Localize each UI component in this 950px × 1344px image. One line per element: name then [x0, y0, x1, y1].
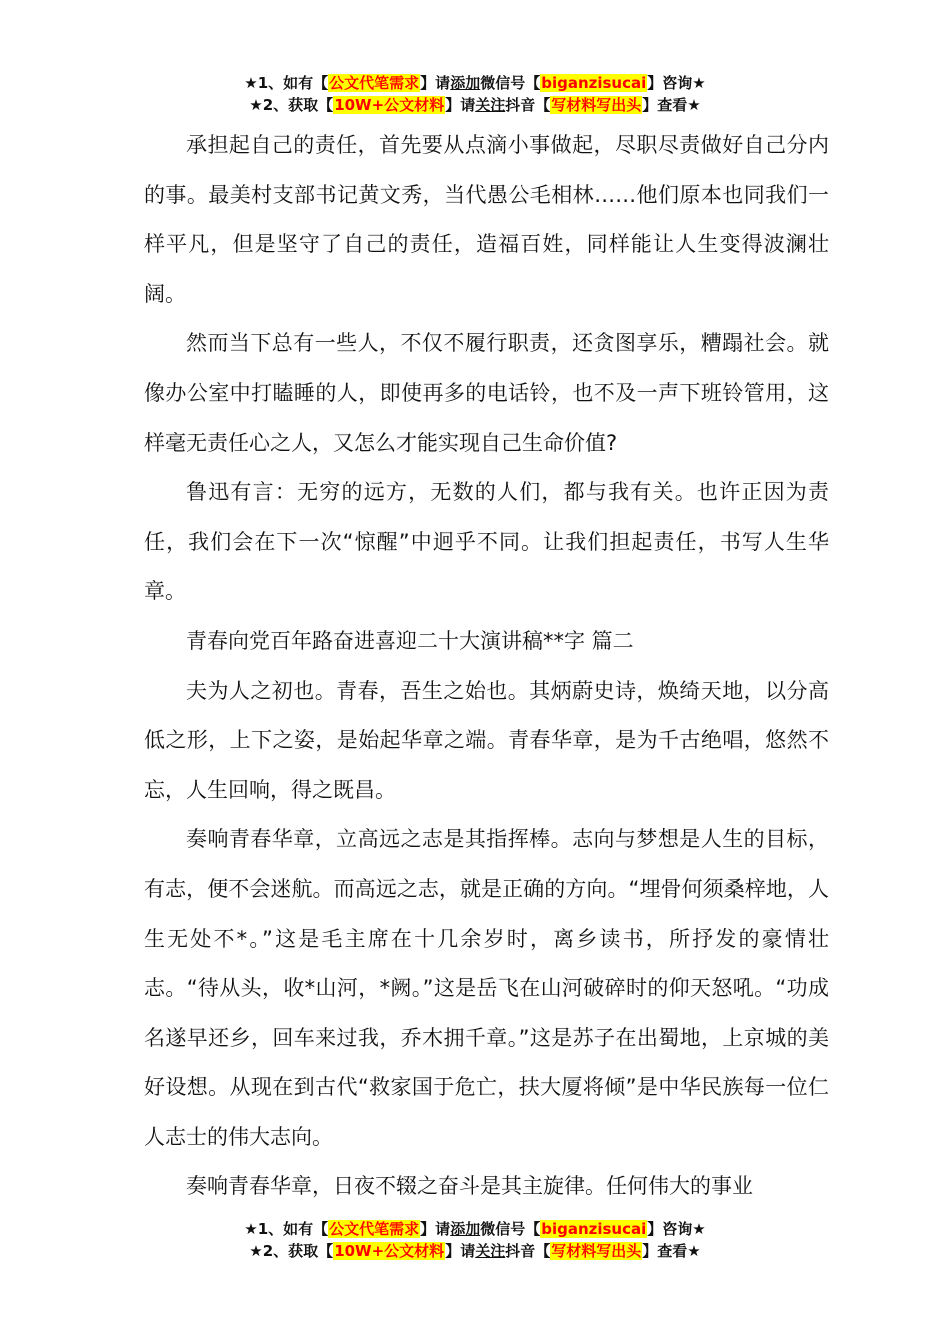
highlight-service: 公文代笔需求: [329, 1220, 420, 1238]
banner-text: 微信号【: [480, 74, 541, 92]
banner-line-1: [0, 1218, 950, 1240]
banner-text: 抖音【: [505, 96, 551, 114]
banner-text: 】请: [445, 1242, 476, 1260]
highlight-douyin: 写材料写出头: [551, 96, 642, 114]
banner-text: 】咨询★: [647, 1220, 706, 1238]
banner-text: 】查看★: [642, 96, 701, 114]
paragraph: 然而当下总有一些人，不仅不履行职责，还贪图享乐，糟蹋社会。就像办公室中打瞌睡的人，即使再多的电话铃，也不及一声下班铃管用，这样毫无责任心之人，又怎么才能实现自己生命价值?: [144, 331, 829, 455]
banner-line-1: [0, 72, 950, 94]
underlined-text: 添加: [450, 1220, 481, 1238]
highlight-materials: 10W+公文材料: [334, 1242, 445, 1260]
header-banner: [0, 72, 950, 116]
highlight-wechat-id: biganzisucai: [541, 1220, 647, 1238]
banner-line-2: [0, 94, 950, 116]
underlined-text: 添加: [450, 74, 481, 92]
paragraph: 奏响青春华章，立高远之志是其指挥棒。志向与梦想是人生的目标，有志，便不会迷航。而高远之志，就是正确的方向。“埋骨何须桑梓地，人生无处不*。”这是毛主席在十几余岁时，离乡读书，所抒发的豪情壮志。“待从头，收*山河，*阙。”这是岳飞在山河破碎时的仰天怒吼。“功成名遂早还乡，回车来过我，乔木拥千章。”这是苏子在出蜀地，上京城的美好设想。从现在到古代“救家国于危亡，扶大厦将倾”是中华民族每一位仁人志士的伟大志向。: [144, 827, 829, 1149]
banner-text: 】请: [445, 96, 476, 114]
banner-text: ★1、如有【: [244, 1220, 329, 1238]
banner-text: 抖音【: [505, 1242, 551, 1260]
banner-text: ★1、如有【: [244, 74, 329, 92]
banner-line-2: [0, 1240, 950, 1262]
banner-text: 】咨询★: [647, 74, 706, 92]
highlight-materials: 10W+公文材料: [334, 96, 445, 114]
paragraph: 奏响青春华章，日夜不辍之奋斗是其主旋律。任何伟大的事业: [186, 1174, 753, 1199]
document-body: [144, 121, 829, 1212]
banner-text: ★2、获取【: [249, 96, 334, 114]
banner-text: 】查看★: [642, 1242, 701, 1260]
highlight-wechat-id: biganzisucai: [541, 74, 647, 92]
banner-text: 】请: [420, 74, 451, 92]
paragraph: 夫为人之初也。青春，吾生之始也。其炳蔚史诗，焕绮天地，以分高低之形，上下之姿，是始起华章之端。青春华章，是为千古绝唱，悠然不忘，人生回响，得之既昌。: [144, 678, 829, 802]
footer-banner: [0, 1218, 950, 1262]
highlight-service: 公文代笔需求: [329, 74, 420, 92]
banner-text: ★2、获取【: [249, 1242, 334, 1260]
section-heading: 青春向党百年路奋进喜迎二十大演讲稿**字 篇二: [186, 628, 634, 653]
underlined-text: 关注: [475, 96, 506, 114]
underlined-text: 关注: [475, 1242, 506, 1260]
highlight-douyin: 写材料写出头: [551, 1242, 642, 1260]
paragraph: 鲁迅有言：无穷的远方，无数的人们，都与我有关。也许正因为责任，我们会在下一次“惊醒”中迥乎不同。让我们担起责任，书写人生华章。: [144, 480, 829, 604]
banner-text: 微信号【: [480, 1220, 541, 1238]
banner-text: 】请: [420, 1220, 451, 1238]
paragraph: 承担起自己的责任，首先要从点滴小事做起，尽职尽责做好自己分内的事。最美村支部书记黄文秀，当代愚公毛相林……他们原本也同我们一样平凡，但是坚守了自己的责任，造福百姓，同样能让人生变得波澜壮阔。: [144, 133, 829, 306]
